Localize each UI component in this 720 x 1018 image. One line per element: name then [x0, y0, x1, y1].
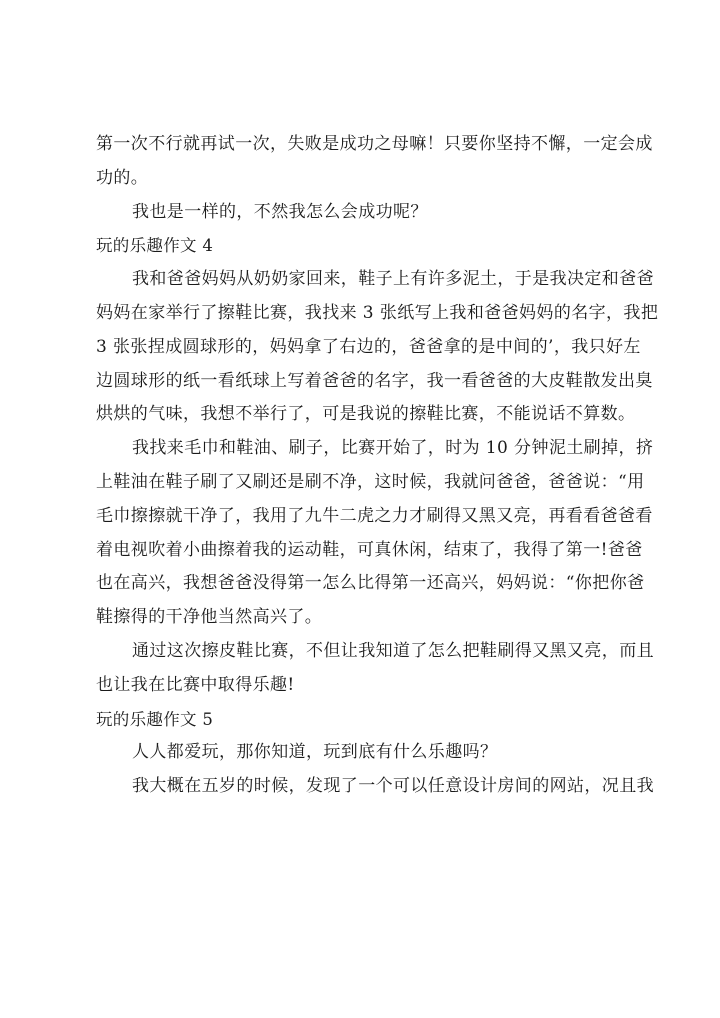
text-line: 人人都爱玩，那你知道，玩到底有什么乐趣吗？ [132, 742, 498, 763]
text-line: 我也是一样的，不然我怎么会成功呢？ [132, 201, 428, 222]
text-line: 妈妈在家举行了擦鞋比赛，我找来 3 张纸写上我和爸爸妈妈的名字，我把 [96, 302, 659, 323]
text-line: 通过这次擦皮鞋比赛，不但让我知道了怎么把鞋刷得又黑又亮，而且 [132, 640, 654, 661]
text-line: 着电视吹着小曲擦着我的运动鞋，可真休闲，结束了，我得了第一!爸爸 [96, 539, 643, 560]
text-line: 第一次不行就再试一次，失败是成功之母嘛！只要你坚持不懈，一定会成 [96, 134, 653, 154]
text-line: 我找来毛巾和鞋油、刷子，比赛开始了，时为 10 分钟泥土刷掉，挤 [132, 438, 654, 459]
text-line: 也在高兴，我想爸爸没得第一怎么比得第一还高兴，妈妈说：“你把你爸 [96, 573, 645, 594]
text-line: 边圆球形的纸一看纸球上写着爸爸的名字，我一看爸爸的大皮鞋散发出臭 [96, 370, 653, 391]
text-line: 我大概在五岁的时候，发现了一个可以任意设计房间的网站，况且我 [132, 776, 654, 797]
text-line: 上鞋油在鞋子刷了又刷还是刷不净，这时候，我就问爸爸，爸爸说：“用 [96, 471, 645, 492]
section-heading: 玩的乐趣作文 4 [96, 236, 214, 256]
text-line: 也让我在比赛中取得乐趣! [96, 674, 295, 695]
text-line: 鞋擦得的干净他当然高兴了。 [96, 607, 323, 628]
section-heading: 玩的乐趣作文 5 [96, 709, 214, 729]
text-line: 烘烘的气味，我想不举行了，可是我说的擦鞋比赛，不能说话不算数。 [96, 404, 636, 425]
text-line: 3 张张捏成圆球形的，妈妈拿了右边的，爸爸拿的是中间的’，我只好左 [96, 336, 641, 357]
text-line: 功的。 [96, 167, 149, 188]
text-line: 我和爸爸妈妈从奶奶家回来，鞋子上有许多泥土，于是我决定和爸爸 [132, 269, 654, 290]
document-body [96, 128, 659, 804]
text-line: 毛巾擦擦就干净了，我用了九牛二虎之力才刷得又黑又亮，再看看爸爸看 [96, 505, 653, 526]
